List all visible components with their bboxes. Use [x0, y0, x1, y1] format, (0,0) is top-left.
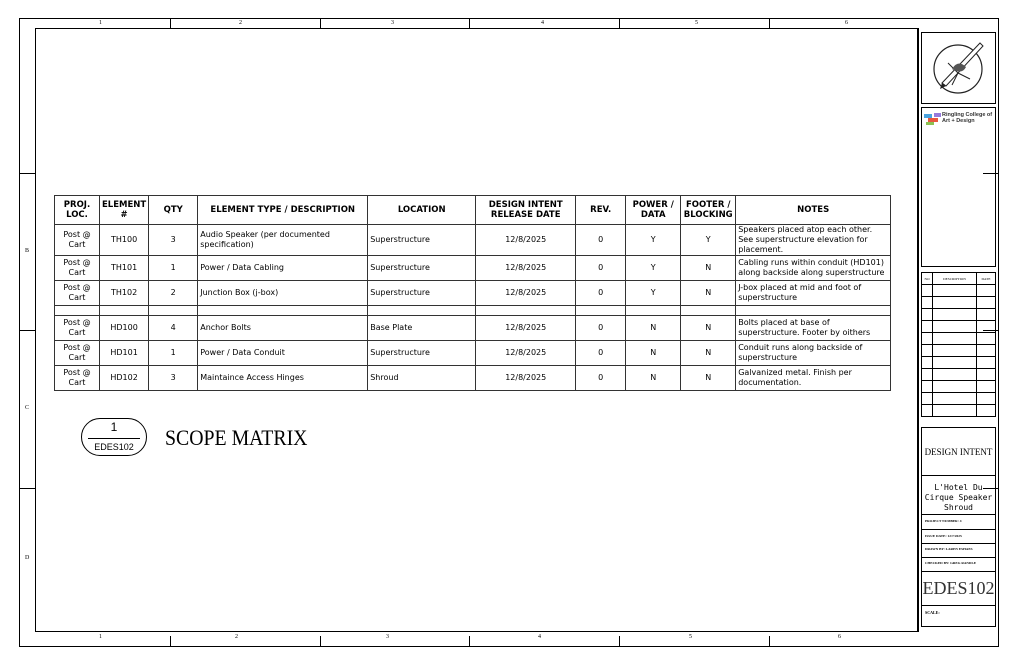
grid-tick: [19, 488, 35, 489]
grid-col-2-top: 2: [239, 20, 242, 26]
grid-col-4-bottom: 4: [538, 634, 541, 640]
grid-col-4-top: 4: [541, 20, 544, 26]
col-header: ELEMENT #: [100, 196, 149, 225]
table-cell: 12/8/2025: [476, 256, 576, 281]
table-cell: Superstructure: [368, 256, 476, 281]
table-cell: TH102: [100, 281, 149, 306]
col-header: QTY: [149, 196, 198, 225]
detail-number: 1: [110, 420, 118, 434]
grid-tick: [320, 18, 321, 28]
table-cell: 4: [149, 316, 198, 341]
table-cell: N: [681, 316, 736, 341]
scale-label: SCALE:: [925, 610, 940, 615]
col-header: REV.: [576, 196, 626, 225]
college-panel: [921, 107, 996, 267]
divider: [922, 529, 995, 530]
table-cell: 12/8/2025: [476, 225, 576, 256]
grid-tick: [469, 636, 470, 646]
table-cell: TH100: [100, 225, 149, 256]
grid-col-6-top: 6: [845, 20, 848, 26]
sheet-number: EDES102: [922, 578, 995, 598]
grid-col-5-bottom: 5: [689, 634, 692, 640]
grid-row-c: C: [25, 405, 30, 411]
table-cell: 12/8/2025: [476, 316, 576, 341]
table-cell: HD102: [100, 366, 149, 391]
divider: [922, 543, 995, 544]
table-cell: Superstructure: [368, 281, 476, 306]
grid-tick: [469, 18, 470, 28]
table-cell: Conduit runs along backside of superstructure: [736, 341, 891, 366]
table-cell: N: [626, 366, 681, 391]
phase-label: DESIGN INTENT: [924, 447, 993, 457]
checked-by: CHECKED BY: GREG RANDLE: [925, 561, 977, 565]
table-cell: Y: [626, 256, 681, 281]
col-header: FOOTER / BLOCKING: [681, 196, 736, 225]
table-cell: 0: [576, 316, 626, 341]
divider: [922, 514, 995, 515]
project-number: PROJECT NUMBER: 4: [925, 519, 962, 523]
table-spacer-row: [55, 306, 891, 316]
title-block-panel: [921, 427, 996, 627]
college-name: Ringling College of Art + Design: [942, 112, 993, 124]
divider: [922, 571, 995, 572]
grid-col-3-top: 3: [391, 20, 394, 26]
drawn-by: DRAWN BY: LAREN ESHAES: [925, 547, 973, 551]
table-cell: Maintaince Access Hinges: [198, 366, 368, 391]
grid-col-6-bottom: 6: [838, 634, 841, 640]
rev-header: DATE: [977, 273, 996, 285]
grid-col-1-bottom: 1: [99, 634, 102, 640]
table-cell: HD100: [100, 316, 149, 341]
table-cell: 1: [149, 256, 198, 281]
grid-tick: [769, 636, 770, 646]
table-cell: Superstructure: [368, 225, 476, 256]
grid-tick: [170, 636, 171, 646]
table-cell: Y: [626, 281, 681, 306]
table-row: [55, 225, 891, 256]
grid-col-3-bottom: 3: [386, 634, 389, 640]
table-cell: Y: [681, 225, 736, 256]
col-header: DESIGN INTENT RELEASE DATE: [476, 196, 576, 225]
divider: [922, 475, 995, 476]
detail-sheet-ref: EDES102: [94, 442, 134, 452]
table-cell: N: [681, 341, 736, 366]
col-header: NOTES: [736, 196, 891, 225]
table-cell: Post @ Cart: [55, 256, 100, 281]
issue-date: ISSUE DATE: 12/7/2025: [925, 534, 962, 538]
col-header: LOCATION: [368, 196, 476, 225]
grid-tick: [170, 18, 171, 28]
table-cell: Post @ Cart: [55, 316, 100, 341]
col-header: POWER / DATA: [626, 196, 681, 225]
grid-row-d: D: [25, 555, 30, 561]
table-cell: Bolts placed at base of superstructure. Footer by oithers: [736, 316, 891, 341]
table-cell: Galvanized metal. Finish per documentation.: [736, 366, 891, 391]
table-cell: 12/8/2025: [476, 366, 576, 391]
table-cell: N: [681, 281, 736, 306]
table-cell: 0: [576, 366, 626, 391]
table-cell: Junction Box (j-box): [198, 281, 368, 306]
table-cell: N: [626, 316, 681, 341]
table-cell: 3: [149, 366, 198, 391]
table-cell: Audio Speaker (per documented specification): [198, 225, 368, 256]
grid-col-5-top: 5: [695, 20, 698, 26]
table-cell: 12/8/2025: [476, 341, 576, 366]
detail-callout-bubble: [81, 418, 147, 456]
table-cell: Speakers placed atop each other. See superstructure elevation for placement.: [736, 225, 891, 256]
table-cell: 0: [576, 225, 626, 256]
compass-pencil-logo-icon: [922, 33, 995, 103]
table-cell: Post @ Cart: [55, 281, 100, 306]
table-cell: N: [626, 341, 681, 366]
table-cell: Cabling runs within conduit (HD101) along backside along superstructure: [736, 256, 891, 281]
table-cell: Power / Data Conduit: [198, 341, 368, 366]
table-row: [55, 341, 891, 366]
table-cell: Base Plate: [368, 316, 476, 341]
table-row: [55, 256, 891, 281]
table-cell: 0: [576, 281, 626, 306]
table-cell: HD101: [100, 341, 149, 366]
rev-header: DESCRIPTION: [933, 273, 977, 285]
table-cell: 1: [149, 341, 198, 366]
bubble-divider: [88, 438, 140, 439]
divider: [922, 605, 995, 606]
table-cell: Superstructure: [368, 341, 476, 366]
table-cell: TH101: [100, 256, 149, 281]
logo-box: [921, 32, 996, 104]
table-cell: Power / Data Cabling: [198, 256, 368, 281]
col-header: PROJ. LOC.: [55, 196, 100, 225]
divider: [922, 557, 995, 558]
project-name: L'Hotel Du Cirque Speaker Shroud: [924, 483, 993, 512]
table-row: [55, 366, 891, 391]
col-header: ELEMENT TYPE / DESCRIPTION: [198, 196, 368, 225]
college-logo-icon: [924, 112, 942, 126]
table-cell: Post @ Cart: [55, 366, 100, 391]
table-cell: Y: [626, 225, 681, 256]
table-cell: Shroud: [368, 366, 476, 391]
table-cell: 0: [576, 341, 626, 366]
drawing-title: SCOPE MATRIX: [165, 425, 308, 450]
table-row: [55, 281, 891, 306]
table-cell: J-box placed at mid and foot of superstructure: [736, 281, 891, 306]
rev-header: NO: [922, 273, 933, 285]
grid-tick: [619, 18, 620, 28]
table-cell: Anchor Bolts: [198, 316, 368, 341]
table-cell: N: [681, 366, 736, 391]
table-cell: Post @ Cart: [55, 341, 100, 366]
grid-col-2-bottom: 2: [235, 634, 238, 640]
revisions-table: [921, 272, 996, 417]
table-cell: 3: [149, 225, 198, 256]
table-cell: 0: [576, 256, 626, 281]
grid-row-b: B: [25, 248, 30, 254]
grid-tick: [19, 173, 35, 174]
table-cell: 2: [149, 281, 198, 306]
grid-tick: [619, 636, 620, 646]
grid-tick: [320, 636, 321, 646]
table-cell: 12/8/2025: [476, 281, 576, 306]
table-header-row: [55, 196, 891, 225]
scope-matrix-table: [54, 195, 891, 391]
table-row: [55, 316, 891, 341]
table-cell: N: [681, 256, 736, 281]
grid-col-1-top: 1: [99, 20, 102, 26]
table-cell: Post @ Cart: [55, 225, 100, 256]
grid-tick: [19, 330, 35, 331]
grid-tick: [769, 18, 770, 28]
